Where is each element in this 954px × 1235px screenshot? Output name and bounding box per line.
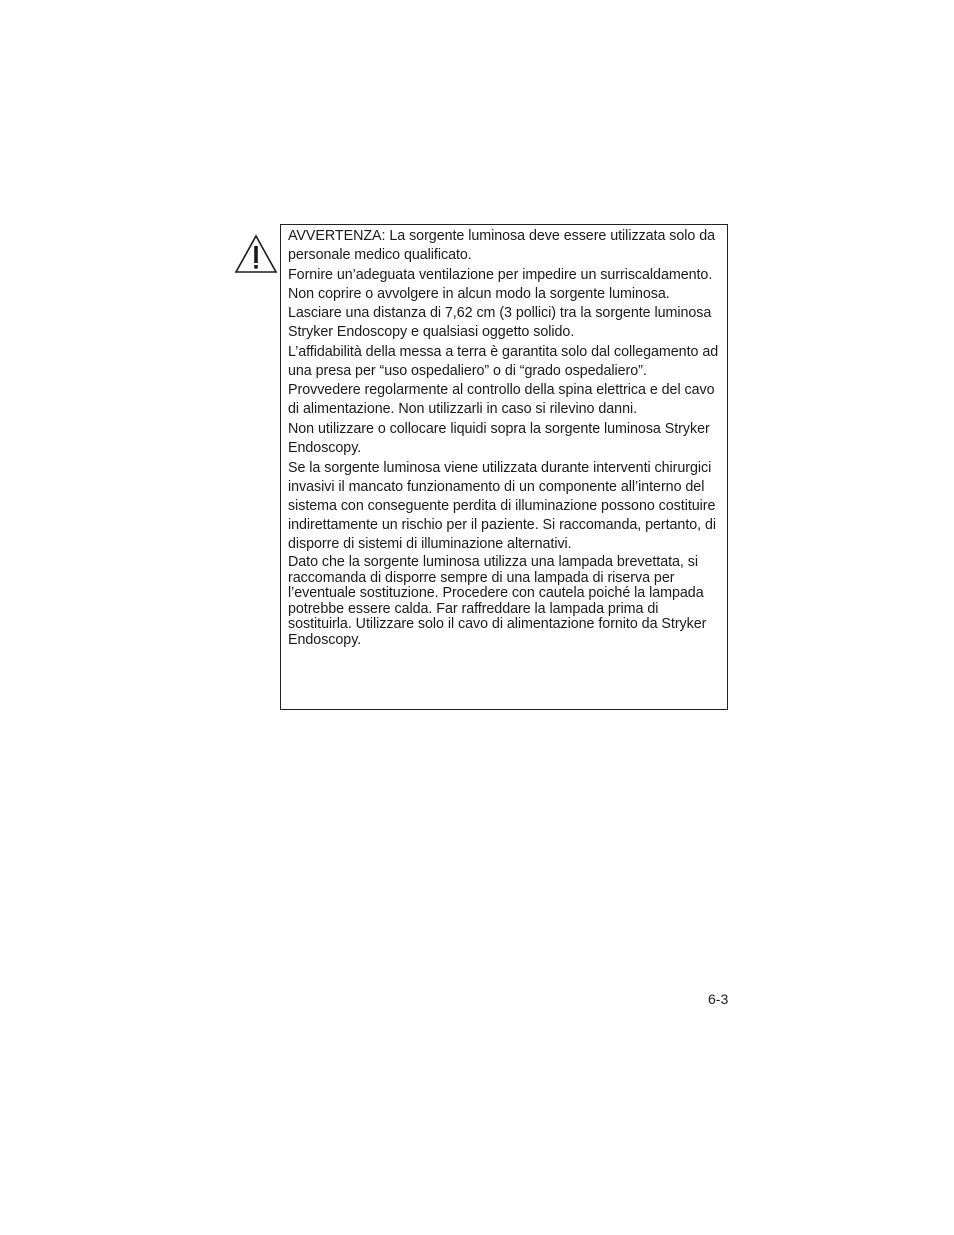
warning-paragraph-grounding: L’affidabilità della messa a terra è garantita solo dal collegamento ad una presa per “uso ospedaliero” o di “grado ospedaliero”. Provvedere regolarmente al controllo della spina elettrica e del cavo di alimentazione. Non utilizzarli in caso si rilevino danni. bbox=[288, 344, 719, 417]
warning-box bbox=[280, 224, 728, 710]
warning-paragraph-qualified-personnel: AVVERTENZA: La sorgente luminosa deve essere utilizzata solo da personale medico qualificato. bbox=[288, 228, 716, 263]
warning-paragraph-backup-illumination: Se la sorgente luminosa viene utilizzata durante interventi chirurgici invasivi il mancato funzionamento di un componente all’interno del sistema con conseguente perdita di illuminazione possono costituire indirettamente un rischio per il paziente. Si raccomanda, pertanto, di disporre di sistemi di illuminazione alternativi. bbox=[288, 460, 717, 552]
page-number: 6-3 bbox=[708, 991, 729, 1007]
warning-triangle-icon bbox=[234, 234, 278, 274]
warning-paragraph-ventilation: Fornire un’adeguata ventilazione per impedire un surriscaldamento. Non coprire o avvolgere in alcun modo la sorgente luminosa. Lasciare una distanza di 7,62 cm (3 pollici) tra la sorgente luminosa Stryker Endoscopy e qualsiasi oggetto solido. bbox=[288, 267, 713, 340]
warning-paragraph-liquids: Non utilizzare o collocare liquidi sopra la sorgente luminosa Stryker Endoscopy. bbox=[288, 421, 710, 456]
warning-paragraph-spare-lamp: Dato che la sorgente luminosa utilizza una lampada brevettata, si raccomanda di disporre sempre di una lampada di riserva per l’eventuale sostituzione. Procedere con cautela poiché la lampada potrebbe essere calda. Far raffreddare la lampada prima di sostituirla. Utilizzare solo il cavo di alimentazione fornito da Stryker Endoscopy. bbox=[288, 554, 707, 648]
